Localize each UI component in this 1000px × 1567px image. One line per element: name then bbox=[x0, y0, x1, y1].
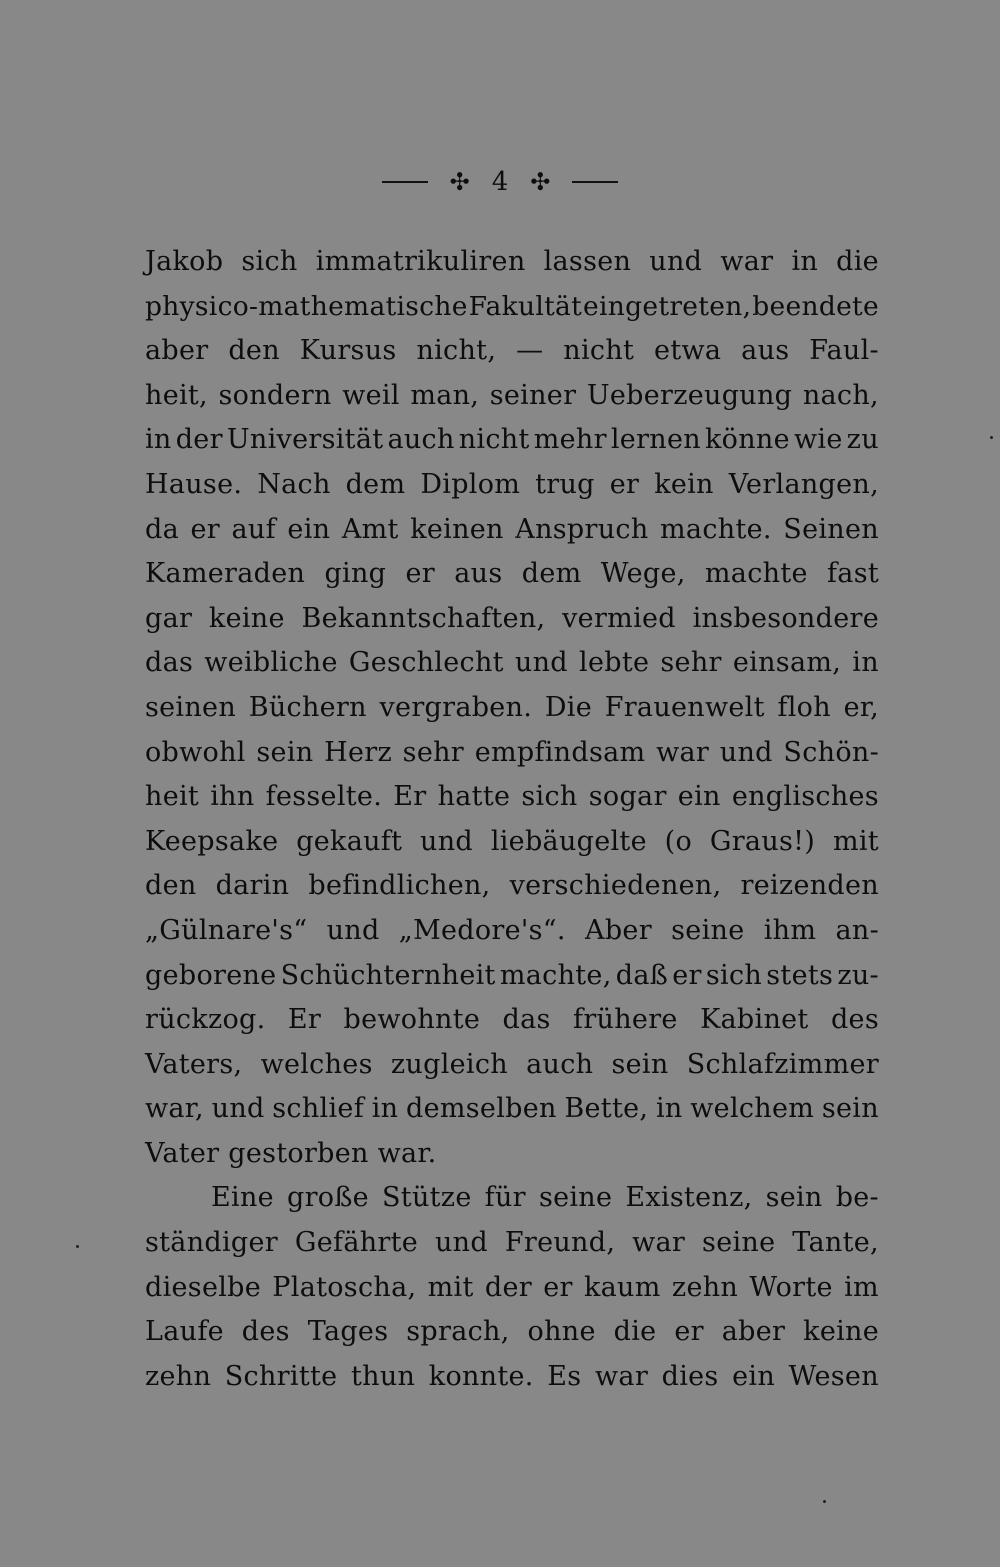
text-line: das weibliche Geschlecht und lebte sehr einsam, in bbox=[145, 647, 879, 679]
text-line: Keepsake gekauft und liebäugelte (o Graus!) mit bbox=[145, 825, 879, 857]
text-line: Kameraden ging er aus dem Wege, machte fast bbox=[145, 558, 879, 590]
header-left-rule bbox=[382, 181, 428, 183]
text-line: ständiger Gefährte und Freund, war seine Tante, bbox=[145, 1227, 879, 1259]
text-line: den darin befindlichen, verschiedenen, reizenden bbox=[145, 870, 879, 902]
text-line: Vaters, welches zugleich auch sein Schlafzimmer bbox=[145, 1048, 879, 1080]
header-right-ornament: ✣ bbox=[530, 168, 551, 196]
text-line: war, und schlief in demselben Bette, in welchem sein bbox=[145, 1093, 879, 1125]
text-line: geborene Schüchternheit machte, daß er sich stets zu- bbox=[145, 959, 879, 991]
text-line: gar keine Bekanntschaften, vermied insbesondere bbox=[145, 602, 879, 634]
text-line: Laufe des Tages sprach, ohne die er aber keine bbox=[145, 1316, 879, 1348]
text-line: zehn Schritte thun konnte. Es war dies ein Wesen bbox=[145, 1360, 879, 1392]
text-line: heit, sondern weil man, seiner Ueberzeugung nach, bbox=[145, 379, 879, 411]
text-line: aber den Kursus nicht, — nicht etwa aus Faul- bbox=[145, 335, 879, 367]
text-line: Eine große Stütze für seine Existenz, sein be- bbox=[211, 1182, 879, 1214]
text-line: dieselbe Platoscha, mit der er kaum zehn Worte im bbox=[145, 1271, 879, 1303]
scan-speck bbox=[990, 436, 993, 439]
scan-speck bbox=[823, 1500, 826, 1503]
text-line: physico-mathematische Fakultät eingetreten, beendete bbox=[145, 290, 879, 322]
page-header bbox=[0, 162, 1000, 202]
text-line: „Gülnare's“ und „Medore's“. Aber seine ihm an- bbox=[145, 914, 879, 946]
body-text bbox=[145, 240, 879, 1399]
text-line: in der Universität auch nicht mehr lernen könne wie zu bbox=[145, 424, 879, 456]
text-line: Hause. Nach dem Diplom trug er kein Verlangen, bbox=[145, 468, 879, 500]
page-number: 4 bbox=[491, 167, 509, 197]
text-line: da er auf ein Amt keinen Anspruch machte. Seinen bbox=[145, 513, 879, 545]
text-line: obwohl sein Herz sehr empfindsam war und Schön- bbox=[145, 736, 879, 768]
scan-speck bbox=[76, 1245, 79, 1248]
header-left-ornament: ✣ bbox=[449, 168, 470, 196]
header-right-rule bbox=[572, 181, 618, 183]
text-line: rückzog. Er bewohnte das frühere Kabinet des bbox=[145, 1004, 879, 1036]
text-line: heit ihn fesselte. Er hatte sich sogar ein englisches bbox=[145, 781, 879, 813]
text-line: seinen Büchern vergraben. Die Frauenwelt floh er, bbox=[145, 691, 879, 723]
text-line: Vater gestorben war. bbox=[145, 1137, 437, 1169]
text-line: Jakob sich immatrikuliren lassen und war in die bbox=[145, 246, 879, 277]
